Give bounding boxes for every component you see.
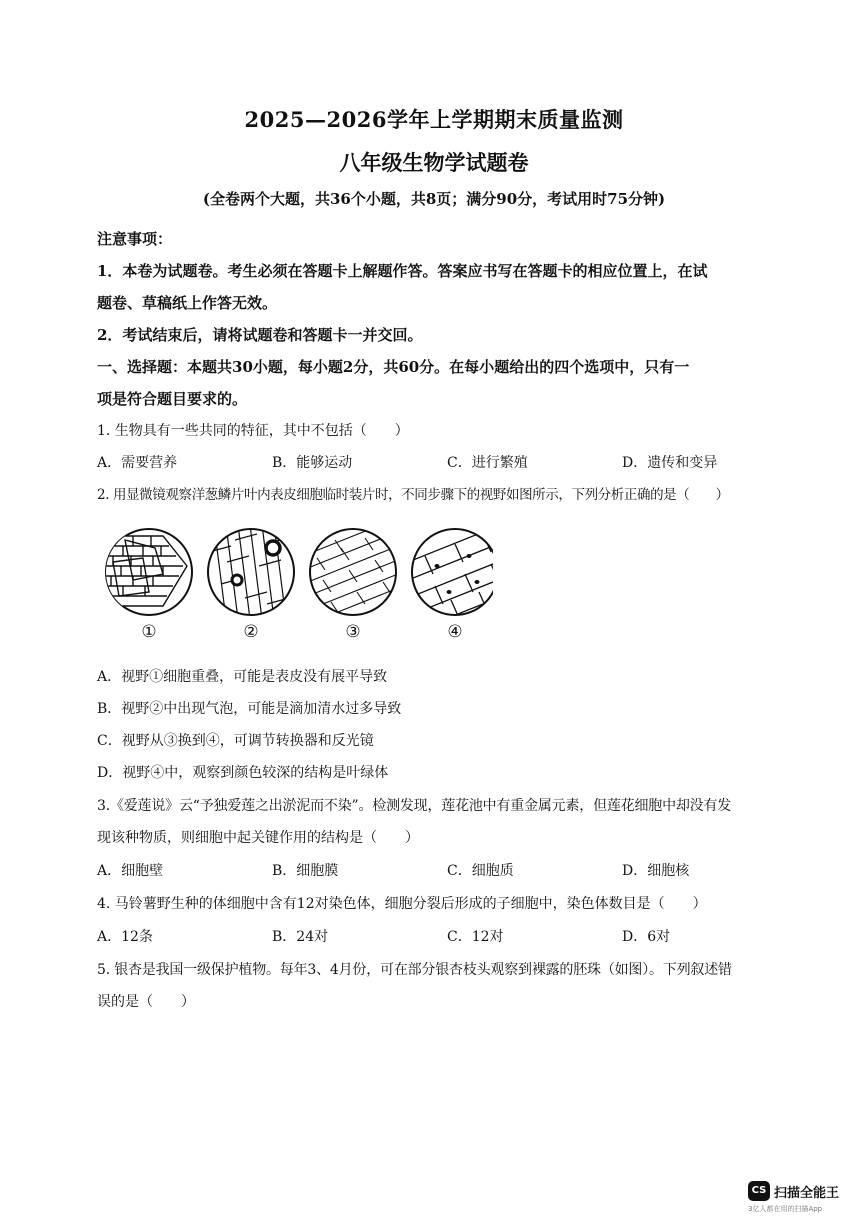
exam-title: 2025—2026学年上学期期末质量监测 <box>244 107 624 132</box>
question-1-option-a: A．需要营养 <box>97 455 178 471</box>
question-4-option-d: D．6对 <box>622 929 671 945</box>
camscanner-logo-icon: CS <box>748 1181 770 1201</box>
notes-item-2: 2．考试结束后，请将试题卷和答题卡一并交回。 <box>97 326 423 344</box>
air-bubble-small <box>232 575 242 585</box>
figure-label-2: ② <box>243 622 259 642</box>
question-2-stem: 2. 用显微镜观察洋葱鳞片叶内表皮细胞临时装片时，不同步骤下的视野如图所示，下列分析正确的是（ ） <box>97 487 729 503</box>
question-1-option-c: C．进行繁殖 <box>447 455 528 471</box>
question-3-option-d: D．细胞核 <box>622 863 690 879</box>
section-1-instructions-line-2: 项是符合题目要求的。 <box>97 390 248 408</box>
scanner-tagline: 3亿人都在用的扫描App <box>748 1205 823 1213</box>
microscope-field-2 <box>208 522 295 627</box>
question-4-option-c: C．12对 <box>447 929 504 945</box>
notes-item-1-line-2: 题卷、草稿纸上作答无效。 <box>97 294 278 312</box>
exam-info: (全卷两个大题，共36个小题，共8页；满分90分，考试用时75分钟) <box>202 190 666 208</box>
air-bubble-large <box>266 541 280 555</box>
question-2-option-b: B．视野②中出现气泡，可能是滴加清水过多导致 <box>97 701 402 717</box>
question-3-stem-line-1: 3.《爱莲说》云“予独爱莲之出淤泥而不染”。检测发现，莲花池中有重金属元素，但莲花细胞中却没有发 <box>97 798 732 814</box>
question-5-stem-line-2: 误的是（ ） <box>97 994 195 1010</box>
question-3-stem-line-2: 现该种物质，则细胞中起关键作用的结构是（ ） <box>97 830 419 846</box>
question-4-option-b: B．24对 <box>272 929 329 945</box>
question-3-option-c: C．细胞质 <box>447 863 514 879</box>
notes-item-1-line-1: 1．本卷为试题卷。考生必须在答题卡上解题作答。答案应书写在答题卡的相应位置上，在试 <box>97 262 708 280</box>
question-1-option-b: B．能够运动 <box>272 455 353 471</box>
section-1-instructions-line-1: 一、选择题：本题共30小题，每小题2分，共60分。在每小题给出的四个选项中，只有一 <box>97 358 690 376</box>
question-1-stem: 1. 生物具有一些共同的特征，其中不包括（ ） <box>97 423 409 439</box>
scanner-watermark <box>748 1179 848 1215</box>
question-3-option-b: B．细胞膜 <box>272 863 339 879</box>
question-2-option-a: A．视野①细胞重叠，可能是表皮没有展平导致 <box>97 669 388 685</box>
question-1-options <box>97 452 777 474</box>
question-5-stem-line-1: 5. 银杏是我国一级保护植物。每年3、4月份，可在部分银杏枝头观察到裸露的胚珠（如图）。下列叙述错 <box>97 962 732 978</box>
figure-label-4: ④ <box>447 622 463 642</box>
question-4-stem: 4. 马铃薯野生种的体细胞中含有12对染色体，细胞分裂后形成的子细胞中，染色体数目是（ ） <box>97 896 707 912</box>
question-3-option-a: A．细胞壁 <box>97 863 164 879</box>
question-4-option-a: A．12条 <box>97 929 153 945</box>
figure-label-3: ③ <box>345 622 361 642</box>
notes-heading: 注意事项： <box>97 230 173 248</box>
microscope-field-1 <box>103 529 192 615</box>
scanner-name: 扫描全能王 <box>774 1186 840 1201</box>
figure-label-1: ① <box>141 622 157 642</box>
question-2-option-c: C．视野从③换到④，可调节转换器和反光镜 <box>97 733 374 749</box>
exam-subtitle: 八年级生物学试题卷 <box>339 150 529 175</box>
question-1-option-d: D．遗传和变异 <box>622 455 718 471</box>
question-3-options <box>97 860 777 882</box>
question-2-option-d: D．视野④中，观察到颜色较深的结构是叶绿体 <box>97 765 389 781</box>
question-4-options <box>97 926 777 948</box>
